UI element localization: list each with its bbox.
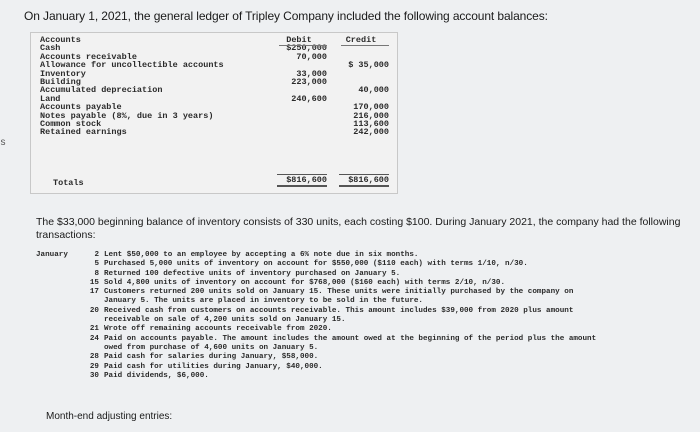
transaction-row bbox=[87, 353, 697, 362]
transaction-day: 20 bbox=[89, 306, 99, 315]
transaction-day: 2 bbox=[94, 251, 99, 259]
transaction-day: 24 bbox=[89, 334, 99, 343]
transaction-text: Paid dividends, $6,000. bbox=[104, 371, 209, 380]
account-name: Accounts receivable bbox=[40, 51, 137, 62]
margin-mark: s bbox=[0, 138, 7, 149]
transaction-row bbox=[87, 372, 697, 381]
accounts-column bbox=[40, 36, 224, 137]
debit-value bbox=[271, 128, 327, 136]
credit-value: $ 35,000 bbox=[348, 60, 389, 71]
account-name: Allowance for uncollectible accounts bbox=[40, 60, 224, 71]
transaction-day: 17 bbox=[89, 288, 99, 297]
debit-column bbox=[271, 36, 327, 137]
account-name: Inventory bbox=[40, 68, 86, 79]
transaction-day: 28 bbox=[89, 353, 99, 362]
credit-value: 40,000 bbox=[358, 85, 389, 96]
debit-value bbox=[271, 112, 327, 120]
account-name: Accounts payable bbox=[40, 102, 122, 113]
transaction-row bbox=[87, 288, 697, 307]
transaction-text: Paid cash for salaries during January, $58,000. bbox=[104, 353, 319, 362]
credit-value bbox=[333, 70, 389, 78]
problem-heading: On January 1, 2021, the general ledger of Tripley Company included the following account balances: bbox=[24, 9, 548, 23]
account-name: Land bbox=[40, 93, 61, 104]
transaction-row bbox=[87, 335, 697, 354]
debit-header: Debit bbox=[286, 35, 312, 45]
transaction-row bbox=[87, 325, 697, 334]
transaction-day: 21 bbox=[89, 325, 99, 334]
debit-value: 70,000 bbox=[296, 51, 327, 62]
transaction-day: 5 bbox=[94, 260, 99, 269]
account-name: Accumulated depreciation bbox=[40, 85, 163, 96]
total-debit: $816,600 bbox=[277, 174, 327, 187]
transaction-text: Wrote off remaining accounts receivable from 2020. bbox=[104, 325, 332, 334]
totals-label: Totals bbox=[53, 178, 84, 188]
transaction-text: Lent $50,000 to an employee by accepting a 6% note due in six months. bbox=[104, 251, 419, 259]
credit-value: 170,000 bbox=[353, 102, 389, 113]
transaction-text: Sold 4,800 units of inventory on account for $768,000 ($160 each) with terms 2/10, n/30. bbox=[104, 278, 506, 287]
transaction-row bbox=[87, 270, 697, 279]
credit-header-rule bbox=[341, 45, 389, 46]
transaction-day: 30 bbox=[89, 371, 99, 380]
account-name: Notes payable (8%, due in 3 years) bbox=[40, 110, 214, 121]
debit-value: 33,000 bbox=[296, 68, 327, 79]
transaction-row bbox=[87, 307, 697, 326]
transaction-month: January bbox=[36, 251, 68, 259]
credit-header: Credit bbox=[345, 35, 377, 45]
account-name: Cash bbox=[40, 43, 61, 54]
inventory-intro: The $33,000 beginning balance of inventory consists of 330 units, each costing $100. During January 2021, the company had the following transactions: bbox=[36, 216, 681, 241]
account-name: Building bbox=[40, 76, 81, 87]
transaction-text: Paid on accounts payable. The amount includes the amount owed at the beginning of the period plus the amount owed from purchase of 4,600 units on January 5. bbox=[104, 334, 597, 352]
debit-value: 240,600 bbox=[291, 93, 327, 104]
debit-value: 223,000 bbox=[291, 76, 327, 87]
account-name: Common stock bbox=[40, 118, 102, 129]
ledger-table bbox=[30, 32, 398, 194]
account-name: Retained earnings bbox=[40, 127, 127, 138]
transaction-row bbox=[87, 260, 697, 269]
transaction-row bbox=[87, 363, 697, 372]
accounts-header: Accounts bbox=[40, 35, 81, 45]
transaction-text: Returned 100 defective units of inventory purchased on January 5. bbox=[104, 269, 401, 278]
debit-value: $250,000 bbox=[286, 43, 327, 54]
transaction-row bbox=[87, 251, 697, 260]
transaction-day: 15 bbox=[89, 278, 99, 287]
transaction-row bbox=[87, 279, 697, 288]
transaction-text: Customers returned 200 units sold on January 15. These units were initially purchased by the company on January 5. The units are placed in inventory to be sold in the future. bbox=[104, 288, 574, 306]
credit-value: 113,600 bbox=[353, 118, 389, 129]
transaction-day: 29 bbox=[89, 362, 99, 371]
credit-column bbox=[333, 36, 389, 137]
transaction-text: Purchased 5,000 units of inventory on account for $550,000 ($110 each) with terms 1/10, n/30. bbox=[104, 260, 528, 269]
month-end-heading: Month-end adjusting entries: bbox=[46, 411, 173, 422]
credit-value: 242,000 bbox=[353, 127, 389, 138]
credit-value: 216,000 bbox=[353, 110, 389, 121]
total-credit: $816,600 bbox=[339, 174, 389, 187]
debit-value bbox=[271, 103, 327, 111]
transaction-text: Paid cash for utilities during January, $40,000. bbox=[104, 362, 323, 371]
transaction-day: 8 bbox=[94, 269, 99, 278]
debit-header-rule bbox=[279, 45, 327, 46]
transaction-text: Received cash from customers on accounts receivable. This amount includes $39,000 from 2020 plus amount receivable on sale of 4,200 units sold on January 15. bbox=[104, 306, 574, 325]
debit-value bbox=[271, 120, 327, 128]
